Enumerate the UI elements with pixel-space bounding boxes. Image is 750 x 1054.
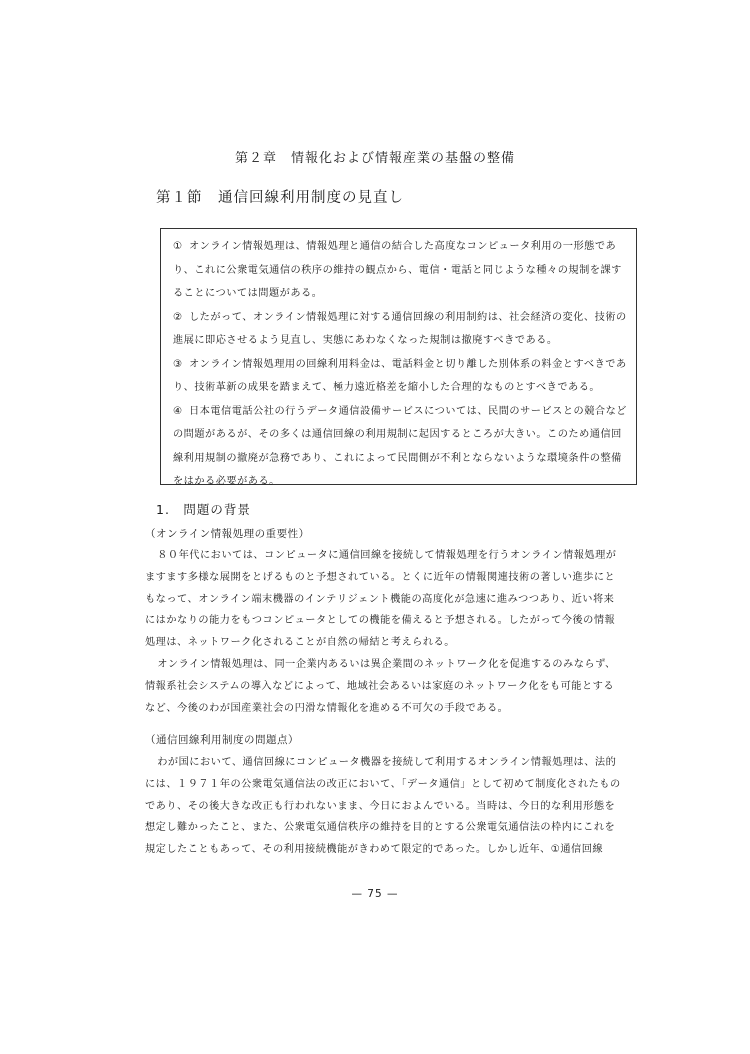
paragraph-importance <box>145 545 621 719</box>
summary-item-number: ① <box>173 241 183 252</box>
summary-item-number: ② <box>173 311 183 323</box>
summary-item-text: オンライン情報処理用の回線利用料金は、電話料金と切り離した別体系の料金とすべきであり、技術革新の成果を踏まえて、極力遠近格差を縮小した合理的なものとすべきである。 <box>173 358 627 393</box>
summary-item-text: したがって、オンライン情報処理に対する通信回線の利用制約は、社会経済の変化、技術の進展に即応させるよう見直し、実態にあわなくなった規制は撤廃すべきである。 <box>173 311 627 346</box>
summary-item <box>173 306 628 353</box>
subheading-problems: （通信回線利用制度の問題点） <box>145 734 299 746</box>
summary-item-text: オンライン情報処理は、情報処理と通信の結合した高度なコンピュータ利用の一形態であり、これに公衆電気通信の秩序の維持の観点から、電信・電話と同じような種々の規制を課することについては問題がある。 <box>173 241 622 299</box>
summary-item <box>173 353 628 400</box>
summary-item-number: ④ <box>173 405 183 417</box>
summary-box <box>160 228 637 485</box>
heading-background: 1. 問題の背景 <box>156 502 251 517</box>
summary-item <box>173 235 628 306</box>
section-title: 第１節 通信回線利用制度の見直し <box>156 190 404 206</box>
summary-item-text: 日本電信電話公社の行うデータ通信設備サービスについては、民間のサービスとの競合などの問題があるが、その多くは通信回線の利用規制に起因するところが大きい。このため通信回線利用規制の撤廃が急務であり、これによって民間側が不利とならないような環境条件の整備をはかる必要がある。 <box>173 405 627 487</box>
chapter-title: 第２章 情報化および情報産業の基盤の整備 <box>234 151 515 166</box>
subheading-importance: （オンライン情報処理の重要性） <box>145 528 310 540</box>
summary-list <box>173 235 628 494</box>
paragraph-text: わが国において、通信回線にコンピュータ機器を接続して利用するオンライン情報処理は、法的には、１９７１年の公衆電気通信法の改正において、「データ通信」として初めて制度化されたものであり、その後大きな改正も行われないまま、今日におよんでいる。当時は、今日的な利用形態を想定し難かったこと、また、公衆電気通信秩序の維持を目的とする公衆電気通信法の枠内にこれを規定したこともあって、その利用接続機能がきわめて限定的であった。しかし近年、①通信回線 <box>145 757 621 856</box>
page-number: — 75 — <box>351 888 399 900</box>
paragraph-problems <box>145 752 621 861</box>
paragraph-text: オンライン情報処理は、同一企業内あるいは異企業間のネットワーク化を促進するのみならず、情報系社会システムの導入などによって、地域社会あるいは家庭のネットワーク化をも可能とするなど、今後のわが国産業社会の円滑な情報化を進める不可欠の手段である。 <box>145 658 616 714</box>
paragraph-text: ８０年代においては、コンピュータに通信回線を接続して情報処理を行うオンライン情報処理がますます多様な展開をとげるものと予想されている。とくに近年の情報関連技術の著しい進歩にともなって、オンライン端末機器のインテリジェント機能の高度化が急速に進みつつあり、近い将来にはかなりの能力をもつコンピュータとしての機能を備えると予想される。したがって今後の情報処理は、ネットワーク化されることが自然の帰結と考えられる。 <box>145 550 617 649</box>
summary-item <box>173 400 628 494</box>
summary-item-number: ③ <box>173 358 183 370</box>
